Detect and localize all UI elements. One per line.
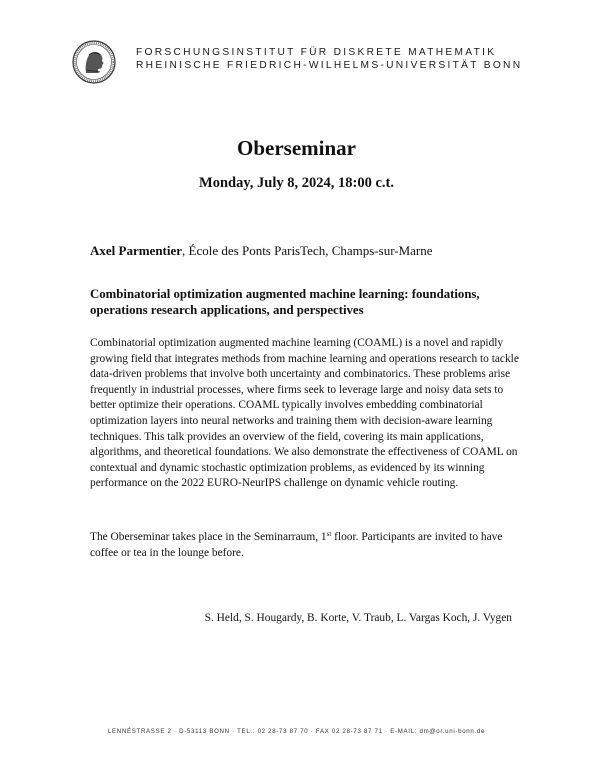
venue-note-text: floor. Participants are invited to have <box>331 531 503 543</box>
institute-name: FORSCHUNGSINSTITUT FÜR DISKRETE MATHEMATIK <box>136 47 497 58</box>
abstract-line: frequently in industrial processes, where firms seek to leverage large and noisy data sets to <box>90 383 504 396</box>
ordinal-suffix: st <box>326 530 332 538</box>
abstract-line: data-driven problems that involve both uncertainty and combinatorics. These problems arise <box>90 368 511 381</box>
venue-note-line <box>90 526 530 545</box>
abstract <box>90 336 522 492</box>
abstract-line: algorithms, and theoretical foundations. We also demonstrate the effectiveness of COAML on <box>90 446 518 459</box>
speaker-affiliation: , École des Ponts ParisTech, Champs-sur-Marne <box>182 243 433 258</box>
abstract-line: contextual and dynamic stochastic optimization problems, as evidenced by its winning <box>90 461 485 474</box>
speaker-line <box>90 243 530 259</box>
event-title: Oberseminar <box>237 136 356 160</box>
university-seal-icon <box>72 40 116 84</box>
venue-note-text: The Oberseminar takes place in the Seminarraum, 1 <box>90 531 327 543</box>
talk-title <box>90 286 510 318</box>
abstract-line: better optimize their operations. COAML typically involves embedding combinatorial <box>90 399 483 412</box>
university-name: RHEINISCHE FRIEDRICH-WILHELMS-UNIVERSITÄT BONN <box>136 60 523 71</box>
talk-title-line: operations research applications, and perspectives <box>90 303 364 317</box>
event-date: Monday, July 8, 2024, 18:00 c.t. <box>199 175 394 191</box>
abstract-line: performance on the 2022 EURO-NeurIPS challenge on dynamic vehicle routing. <box>90 477 459 490</box>
talk-title-line: Combinatorial optimization augmented machine learning: foundations, <box>90 287 480 301</box>
abstract-line: Combinatorial optimization augmented machine learning (COAML) is a novel and rapidly <box>90 337 504 349</box>
venue-note-line: coffee or tea in the lounge before. <box>90 547 244 559</box>
address-footer: LENNÉSTRASSE 2 · D-53113 BONN · TEL.: 02 28-73 87 70 · FAX 02 28-73 87 71 · E-MAIL: dm@or.uni-bonn.de <box>107 728 486 735</box>
speaker-name: Axel Parmentier <box>90 243 183 258</box>
abstract-line: techniques. This talk provides an overview of the field, covering its main applications, <box>90 430 484 443</box>
organizers: S. Held, S. Hougardy, B. Korte, V. Traub, L. Vargas Koch, J. Vygen <box>204 612 512 624</box>
abstract-line: optimization layers into neural networks and training them with decision-aware learning <box>90 414 493 427</box>
institute-header <box>136 46 536 72</box>
abstract-line: growing field that integrates methods from machine learning and operations research to tackle <box>90 352 519 365</box>
venue-note <box>90 526 530 561</box>
